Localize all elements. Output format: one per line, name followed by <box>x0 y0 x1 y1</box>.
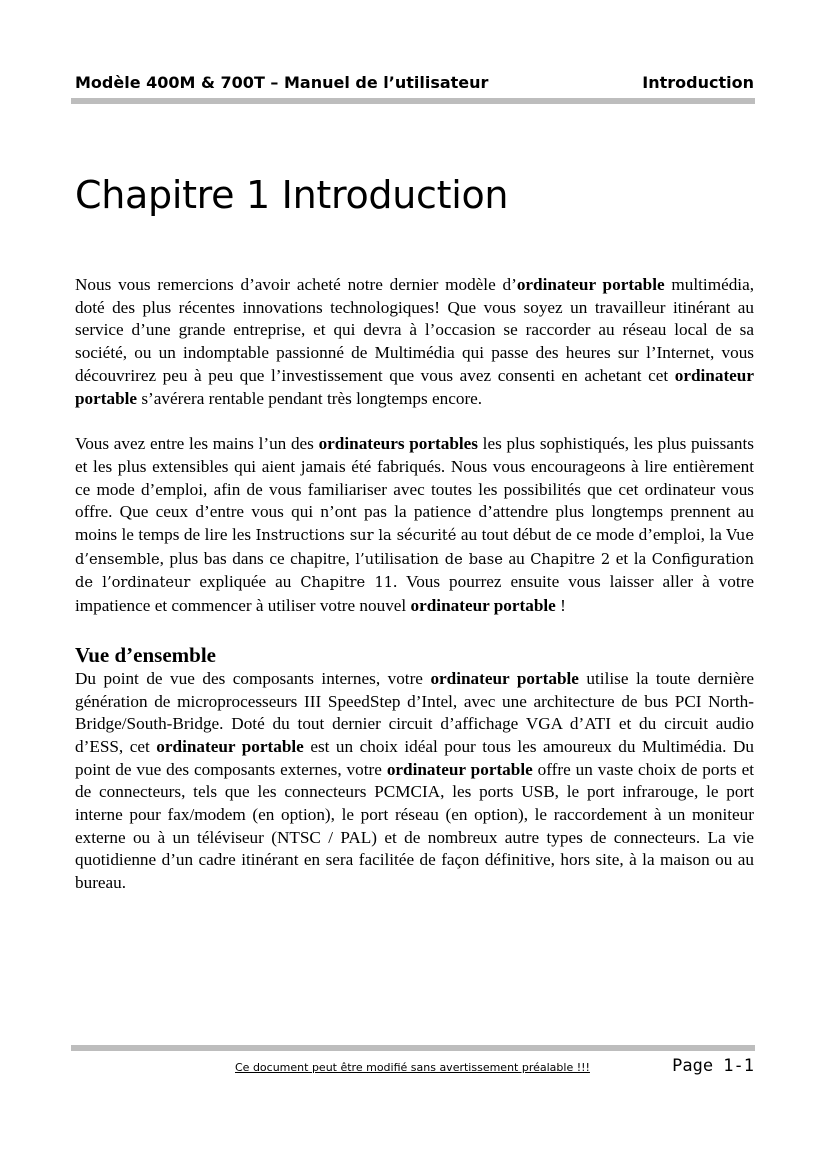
bold-term: ordinateur portable <box>386 759 533 779</box>
paragraph-intro: Nous vous remercions d’avoir acheté notre dernier modèle d’ordinateur portable multimédia, doté des plus récentes innovations technologiques! Que vous soyez un travailleur itinérant au service d’une grande entreprise, et qui devra à l’occasion se raccorder au réseau local de sa société, ou un indomptable passionné de Multimédia qui passe des heures sur l’Internet, vous découvrirez peu à peu que l’investissement que vous avez consenti en achetant cet ordinateur portable s’avérera rentable pendant très longtemps encore. <box>75 275 754 408</box>
bold-term: ordinateur portable <box>410 596 556 616</box>
page-header <box>75 73 754 95</box>
chapter-title: Chapitre 1 Introduction <box>75 173 509 217</box>
header-section: Introduction <box>642 73 754 92</box>
footer-rule <box>71 1045 755 1051</box>
bold-term: ordinateur portable <box>430 668 579 688</box>
paragraph-manual: Vous avez entre les mains l’un des ordinateurs portables les plus sophistiqués, les plus puissants et les plus extensibles qui aient jamais été fabriqués. Nous vous encourageons à lire entièrement ce mode d’emploi, afin de vous familiariser avec toutes les possibilités que cet ordinateur vous offre. Que ceux d’entre vous qui n’ont pas la patience d’attendre plus longtemps prennent au moins le temps de lire les Instructions sur la sécurité au tout début de ce mode d’emploi, la Vue d’ensemble, plus bas dans ce chapitre, l’utilisation de base au Chapitre 2 et la Configuration de l’ordinateur expliquée au Chapitre 11. Vous pourrez ensuite vous laisser aller à votre impatience et commencer à utiliser votre nouvel ordinateur portable ! <box>75 434 754 616</box>
reference-chapter-2: Chapitre 2 <box>530 550 611 568</box>
header-title: Modèle 400M & 700T – Manuel de l’utilisateur <box>75 73 489 92</box>
reference-configuration: Configuration de l’ordinateur <box>75 550 754 592</box>
bold-term: ordinateur portable <box>516 275 665 294</box>
paragraph-overview: Du point de vue des composants internes, votre ordinateur portable utilise la toute dernière génération de microprocesseurs III SpeedStep d’Intel, avec une architecture de bus PCI North-Bridge/South-Bridge. Doté du tout dernier circuit d’affichage VGA d’ATI et du circuit audio d’ESS, cet ordinateur portable est un choix idéal pour tous les amoureux du Multimédia. Du point de vue des composants externes, votre ordinateur portable offre un vaste choix de ports et de connecteurs, tels que les connecteurs PCMCIA, les ports USB, le port infrarouge, le port interne pour fax/modem (en option), le port réseau (en option), le raccordement à un moniteur externe ou à un téléviseur (NTSC / PAL) et de nombreux autre types de connecteurs. La vie quotidienne d’un cadre itinérant en sera facilitée de façon définitive, hors site, à la maison ou au bureau. <box>75 668 755 893</box>
reference-safety: Instructions sur la sécurité <box>255 527 457 545</box>
header-rule <box>71 98 755 104</box>
page-number: Page 1-1 <box>672 1056 754 1076</box>
main-content <box>75 274 754 895</box>
footer-disclaimer: Ce document peut être modifié sans avertissement préalable !!! <box>235 1061 590 1074</box>
reference-overview: Vue d’ensemble <box>75 527 754 568</box>
reference-basic-use: l’utilisation de base <box>355 550 503 568</box>
bold-term: ordinateur portable <box>156 736 304 756</box>
bold-term: ordinateur portable <box>75 365 754 408</box>
section-heading: Vue d’ensemble <box>75 642 216 667</box>
reference-chapter-11: Chapitre 11 <box>300 574 394 592</box>
bold-term: ordinateurs portables <box>318 434 478 454</box>
